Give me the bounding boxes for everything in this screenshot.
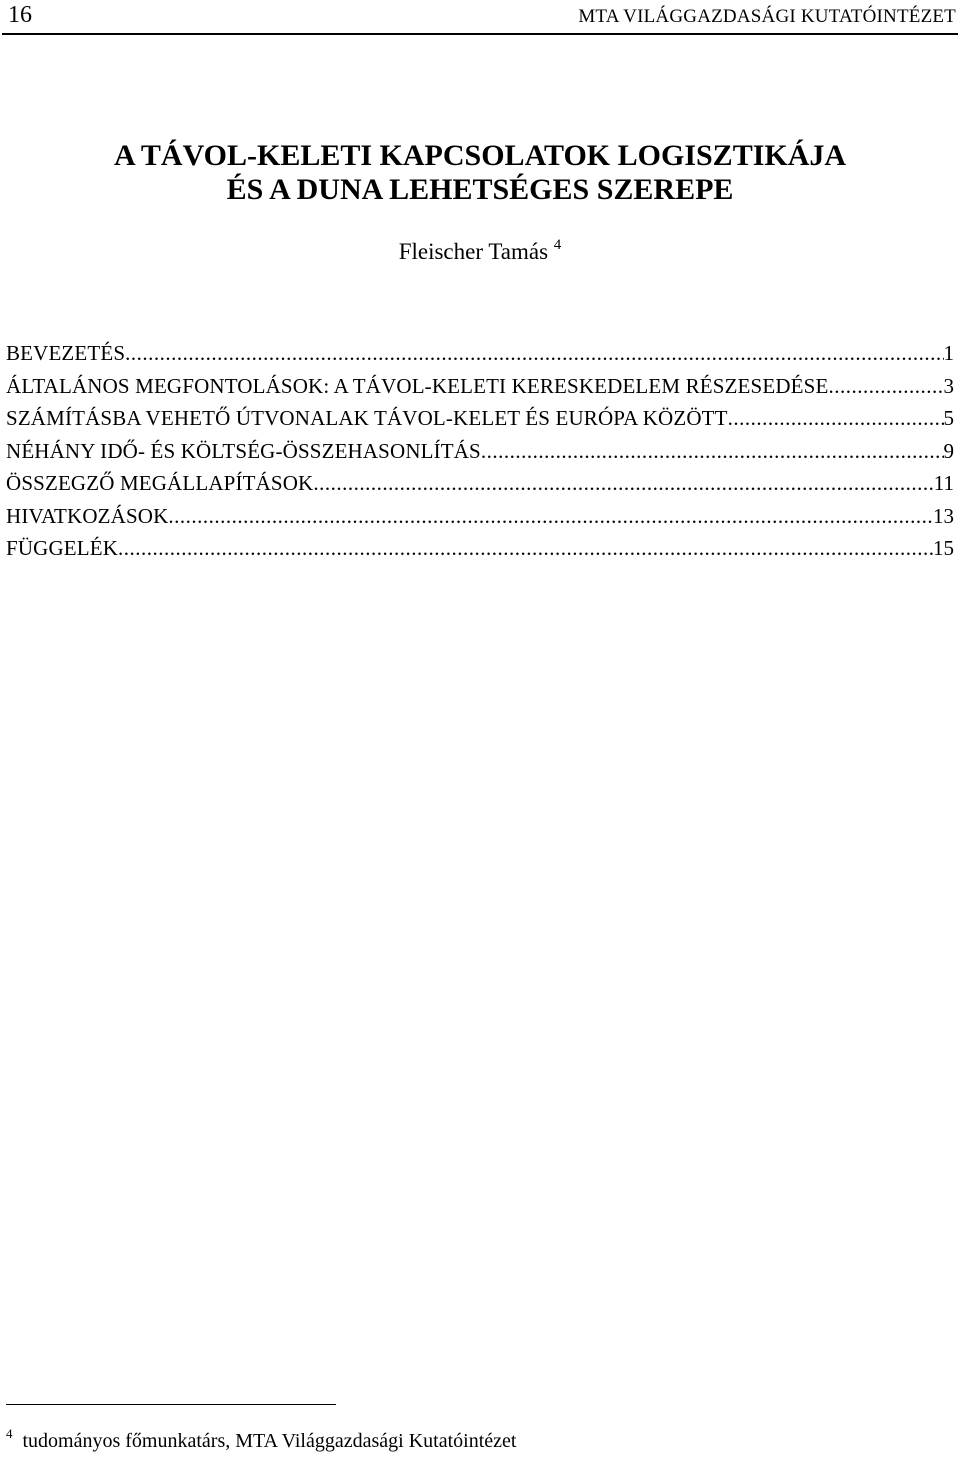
- table-of-contents: [6, 337, 954, 565]
- toc-entry-hivatkozasok[interactable]: [6, 500, 954, 533]
- toc-entry-label: SZÁMÍTÁSBA VEHETŐ ÚTVONALAK TÁVOL-KELET ÉS EURÓPA KÖZÖTT: [6, 406, 728, 430]
- toc-leader-dots: [728, 402, 944, 435]
- toc-entry-page: 3: [943, 373, 954, 398]
- toc-entry-osszegzo-megallapitasok[interactable]: [6, 467, 954, 500]
- toc-leader-dots: [168, 500, 933, 533]
- toc-leader-dots: [481, 435, 944, 468]
- page-header: [2, 0, 958, 35]
- footnote-text: tudományos főmunkatárs, MTA Világgazdasági Kutatóintézet: [22, 1430, 517, 1452]
- article-title-line-2: ÉS A DUNA LEHETSÉGES SZEREPE: [226, 173, 734, 206]
- running-head: MTA VILÁGGAZDASÁGI KUTATÓINTÉZET: [578, 6, 956, 27]
- toc-leader-dots: [125, 337, 943, 370]
- toc-entry-label: FÜGGELÉK: [6, 536, 119, 560]
- toc-entry-page: 11: [933, 471, 954, 495]
- toc-entry-nehany-ido-es-koltseg[interactable]: [6, 435, 954, 468]
- footnote-marker: 4: [6, 1426, 13, 1441]
- toc-leader-dots: [313, 467, 933, 500]
- toc-entry-bevezetes[interactable]: [6, 337, 954, 370]
- author-name: Fleischer Tamás: [398, 239, 549, 264]
- footnote-separator: [6, 1404, 336, 1405]
- toc-entry-label: BEVEZETÉS: [6, 341, 126, 365]
- toc-entry-label: NÉHÁNY IDŐ- ÉS KÖLTSÉG-ÖSSZEHASONLÍTÁS: [6, 438, 481, 463]
- toc-leader-dots: [118, 532, 933, 565]
- author-line: [0, 238, 960, 266]
- toc-entry-page: 5: [943, 406, 954, 430]
- author-footnote-marker[interactable]: 4: [553, 237, 562, 253]
- footnote: [6, 1424, 516, 1458]
- toc-entry-page: 1: [943, 341, 954, 365]
- toc-entry-page: 13: [933, 503, 954, 528]
- toc-entry-altalanos-megfontolasok[interactable]: [6, 370, 954, 403]
- toc-entry-szamitasba-veheto-utvonalak[interactable]: [6, 402, 954, 435]
- toc-entry-label: ÁLTALÁNOS MEGFONTOLÁSOK: A TÁVOL-KELETI KERESKEDELEM RÉSZESEDÉSE: [6, 373, 829, 398]
- toc-leader-dots: [828, 370, 943, 403]
- toc-entry-page: 9: [943, 438, 954, 463]
- page-number: 16: [8, 2, 32, 28]
- toc-entry-fuggelek[interactable]: [6, 532, 954, 565]
- article-title-line-1: A TÁVOL-KELETI KAPCSOLATOK LOGISZTIKÁJA: [113, 139, 847, 172]
- toc-entry-label: HIVATKOZÁSOK: [6, 503, 169, 528]
- toc-entry-page: 15: [933, 536, 954, 560]
- toc-entry-label: ÖSSZEGZŐ MEGÁLLAPÍTÁSOK: [6, 471, 314, 495]
